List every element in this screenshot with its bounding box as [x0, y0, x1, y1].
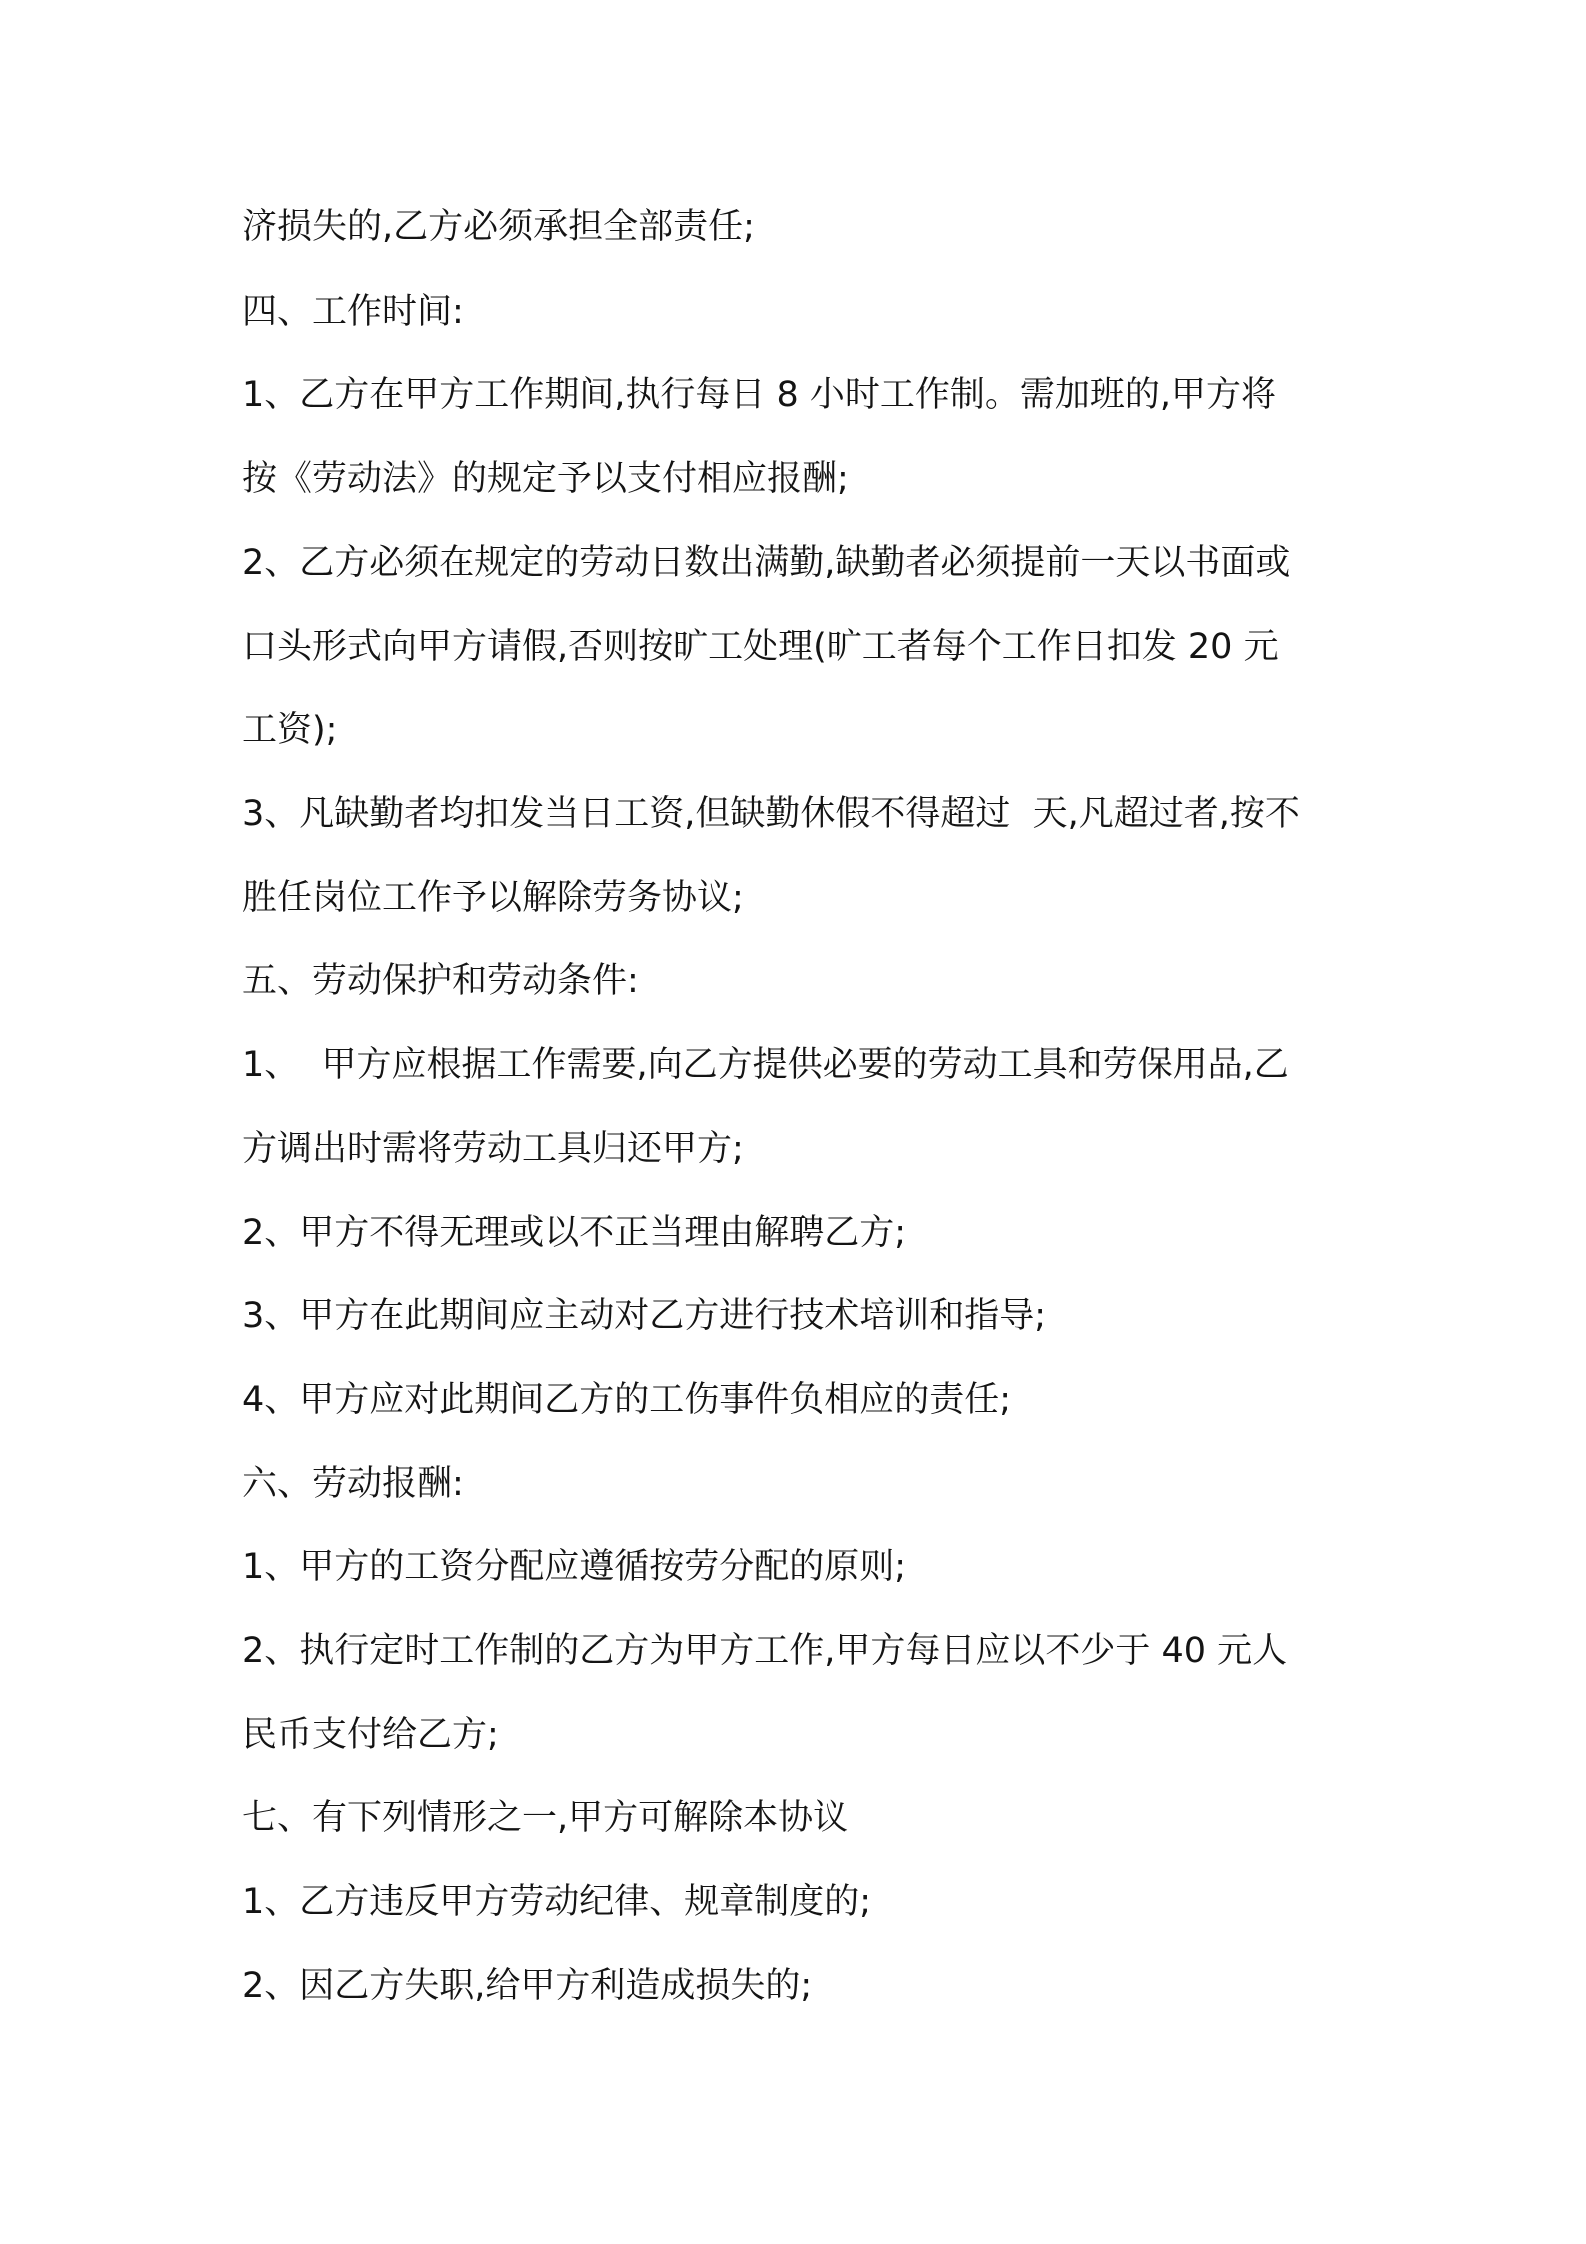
text-line: 方调出时需将劳动工具归还甲方; — [242, 1129, 744, 1169]
text-line: 1、乙方违反甲方劳动纪律、规章制度的; — [242, 1882, 872, 1922]
text-line: 2、甲方不得无理或以不正当理由解聘乙方; — [242, 1213, 907, 1253]
text-line: 工资); — [242, 710, 338, 750]
text-line: 1、乙方在甲方工作期间,执行每日 8 小时工作制。需加班的,甲方将 — [242, 375, 1277, 415]
text-line: 2、执行定时工作制的乙方为甲方工作,甲方每日应以不少于 40 元人 — [242, 1631, 1288, 1671]
text-line: 1、 甲方应根据工作需要,向乙方提供必要的劳动工具和劳保用品,乙 — [242, 1045, 1289, 1085]
text-line: 1、甲方的工资分配应遵循按劳分配的原则; — [242, 1547, 907, 1587]
text-line: 济损失的,乙方必须承担全部责任; — [242, 207, 755, 247]
section-heading: 四、工作时间: — [242, 292, 464, 332]
text-line: 按《劳动法》的规定予以支付相应报酬; — [242, 459, 849, 499]
text-line: 胜任岗位工作予以解除劳务协议; — [242, 878, 744, 918]
text-line: 2、因乙方失职,给甲方利造成损失的; — [242, 1966, 813, 2006]
section-heading: 五、劳动保护和劳动条件: — [242, 961, 639, 1001]
text-line: 3、凡缺勤者均扣发当日工资,但缺勤休假不得超过 天,凡超过者,按不 — [242, 794, 1300, 834]
text-line: 口头形式向甲方请假,否则按旷工处理(旷工者每个工作日扣发 20 元 — [242, 627, 1279, 667]
section-heading: 七、有下列情形之一,甲方可解除本协议 — [242, 1798, 849, 1838]
text-line: 3、甲方在此期间应主动对乙方进行技术培训和指导; — [242, 1296, 1047, 1336]
text-line: 民币支付给乙方; — [242, 1715, 499, 1755]
section-heading: 六、劳动报酬: — [242, 1464, 464, 1504]
text-line: 2、乙方必须在规定的劳动日数出满勤,缺勤者必须提前一天以书面或 — [242, 543, 1291, 583]
text-line: 4、甲方应对此期间乙方的工伤事件负相应的责任; — [242, 1380, 1012, 1420]
